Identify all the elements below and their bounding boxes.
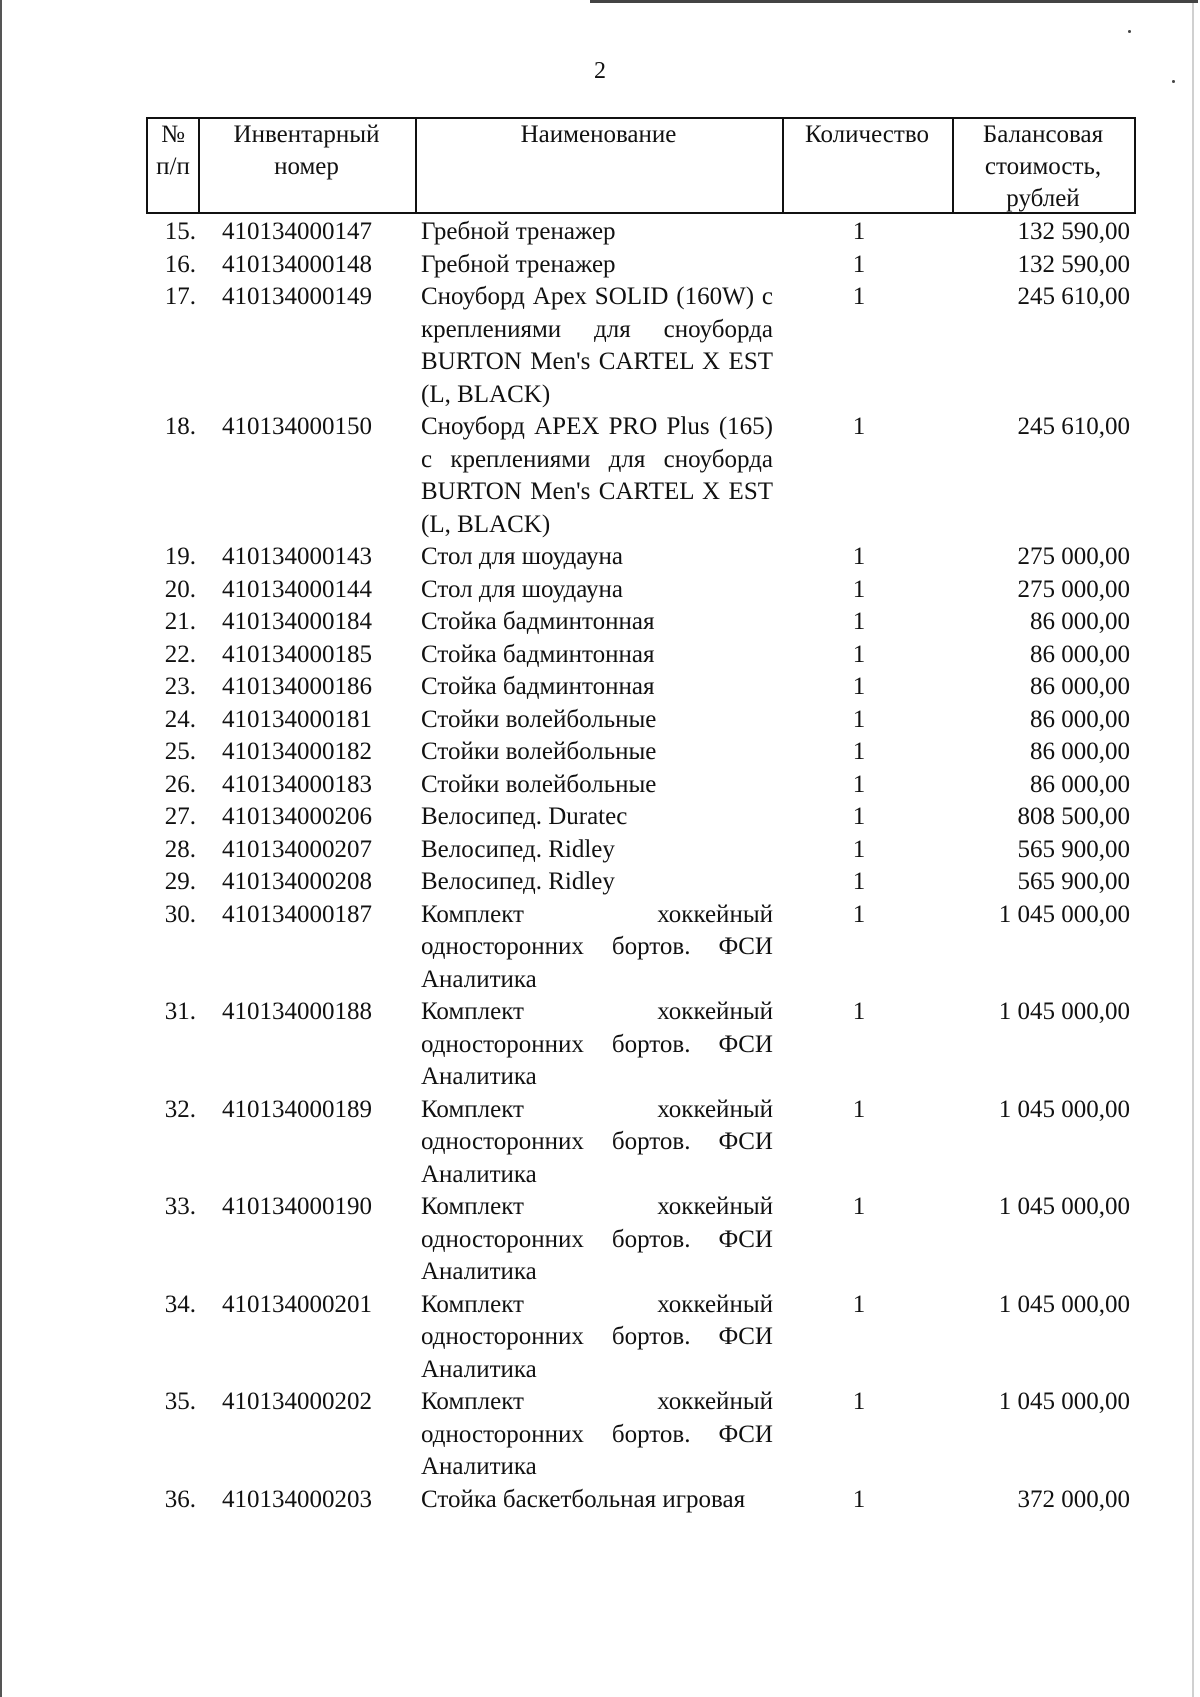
row-number: 22. [164, 640, 196, 668]
row-item-name: Стол для шоудауна [421, 575, 624, 603]
row-quantity: 1 [852, 738, 866, 765]
table-body [146, 216, 1136, 1516]
row-inventory-number: 410134000144 [222, 575, 372, 603]
row-item-name: Комплект хоккейный односторонних бортов. ФСИ Аналитика [421, 1193, 773, 1285]
row-cost: 86 000,00 [1030, 640, 1130, 668]
row-number: 30. [164, 900, 196, 928]
row-quantity: 1 [852, 1388, 866, 1415]
row-number: 28. [164, 835, 196, 863]
row-number: 35. [164, 1388, 196, 1415]
row-inventory-number: 410134000202 [222, 1388, 372, 1415]
row-quantity: 1 [852, 218, 866, 245]
row-quantity: 1 [852, 1290, 866, 1318]
row-quantity: 1 [852, 250, 866, 278]
row-item-name: Комплект хоккейный односторонних бортов. ФСИ Аналитика [421, 1095, 773, 1188]
header-inventory-line2: номер [274, 153, 339, 180]
header-name [415, 119, 782, 151]
header-num [148, 119, 198, 183]
row-item-name: Велосипед. Ridley [421, 835, 615, 863]
row-quantity: 1 [852, 835, 866, 863]
row-number: 20. [164, 575, 196, 603]
table-row [146, 834, 1136, 867]
row-item-name: Стойки волейбольные [421, 705, 657, 733]
row-number: 23. [164, 673, 196, 700]
row-inventory-number: 410134000186 [222, 673, 372, 700]
row-item-name: Комплект хоккейный односторонних бортов. ФСИ Аналитика [421, 1290, 773, 1383]
row-inventory-number: 410134000147 [222, 218, 372, 245]
row-quantity: 1 [852, 543, 866, 570]
row-quantity: 1 [852, 998, 866, 1025]
row-item-name: Гребной тренажер [421, 250, 616, 278]
row-number: 15. [164, 218, 196, 245]
header-qty [782, 119, 952, 151]
row-inventory-number: 410134000201 [222, 1290, 372, 1318]
row-cost: 86 000,00 [1030, 705, 1130, 733]
row-quantity: 1 [852, 803, 866, 830]
row-quantity: 1 [852, 1193, 866, 1220]
row-item-name: Стойка бадминтонная [421, 608, 655, 635]
row-item-name: Комплект хоккейный односторонних бортов. ФСИ Аналитика [421, 900, 773, 993]
row-item-name: Комплект хоккейный односторонних бортов. ФСИ Аналитика [421, 998, 773, 1090]
table-row [146, 899, 1136, 997]
row-inventory-number: 410134000188 [222, 998, 372, 1025]
row-item-name: Стойка бадминтонная [421, 673, 655, 700]
row-number: 31. [164, 998, 196, 1025]
row-inventory-number: 410134000187 [222, 900, 372, 928]
header-num-line1: № [161, 121, 185, 148]
table-row [146, 769, 1136, 802]
table-row [146, 1191, 1136, 1289]
row-quantity: 1 [852, 1095, 866, 1123]
row-cost: 808 500,00 [1017, 803, 1130, 830]
scan-right-edge [1192, 0, 1194, 1697]
row-cost: 132 590,00 [1017, 250, 1130, 278]
row-cost: 245 610,00 [1017, 283, 1130, 310]
table-row [146, 866, 1136, 899]
row-inventory-number: 410134000183 [222, 770, 372, 798]
table-row [146, 639, 1136, 672]
table-row [146, 996, 1136, 1094]
table-row [146, 249, 1136, 282]
row-item-name: Стол для шоудауна [421, 543, 624, 570]
table-row [146, 1289, 1136, 1387]
row-quantity: 1 [852, 770, 866, 798]
row-item-name: Стойка баскетбольная игровая [421, 1485, 746, 1513]
row-quantity: 1 [852, 283, 866, 310]
table-row [146, 1484, 1136, 1517]
row-cost: 86 000,00 [1030, 673, 1130, 700]
row-item-name: Сноуборд APEX PRO Plus (165) с креплениями для сноуборда BURTON Men's CARTEL X EST (L, BLACK) [421, 413, 773, 538]
row-number: 17. [164, 283, 196, 310]
row-quantity: 1 [852, 673, 866, 700]
table-row [146, 1094, 1136, 1192]
row-inventory-number: 410134000208 [222, 868, 372, 895]
row-number: 29. [164, 868, 196, 895]
row-inventory-number: 410134000143 [222, 543, 372, 570]
header-name-text: Наименование [520, 121, 677, 148]
row-quantity: 1 [852, 413, 866, 440]
row-cost: 1 045 000,00 [998, 1388, 1130, 1415]
scan-speck [1172, 80, 1175, 83]
row-cost: 86 000,00 [1030, 738, 1130, 765]
row-inventory-number: 410134000184 [222, 608, 372, 635]
row-cost: 372 000,00 [1017, 1485, 1130, 1513]
row-inventory-number: 410134000149 [222, 283, 372, 310]
row-inventory-number: 410134000206 [222, 803, 372, 830]
row-number: 32. [164, 1095, 196, 1123]
table-row [146, 281, 1136, 411]
row-inventory-number: 410134000181 [222, 705, 372, 733]
row-number: 33. [164, 1193, 196, 1220]
header-qty-text: Количество [805, 121, 929, 148]
row-number: 27. [164, 803, 196, 830]
header-inventory-line1: Инвентарный [233, 121, 380, 148]
row-cost: 132 590,00 [1017, 218, 1130, 245]
row-number: 16. [164, 250, 196, 278]
scan-speck [1128, 30, 1131, 33]
row-number: 19. [164, 543, 196, 570]
row-item-name: Велосипед. Duratec [421, 803, 628, 830]
row-number: 36. [164, 1485, 196, 1513]
row-number: 18. [164, 413, 196, 440]
row-cost: 86 000,00 [1030, 770, 1130, 798]
page-number: 2 [594, 58, 606, 84]
row-item-name: Гребной тренажер [421, 218, 616, 245]
row-cost: 1 045 000,00 [998, 998, 1130, 1025]
row-inventory-number: 410134000150 [222, 413, 372, 440]
row-inventory-number: 410134000203 [222, 1485, 372, 1513]
row-cost: 1 045 000,00 [998, 900, 1130, 928]
top-rule [590, 0, 1198, 3]
row-cost: 1 045 000,00 [998, 1095, 1130, 1123]
row-quantity: 1 [852, 608, 866, 635]
row-cost: 86 000,00 [1030, 608, 1130, 635]
table-row [146, 801, 1136, 834]
header-num-line2: п/п [156, 153, 190, 180]
row-cost: 1 045 000,00 [998, 1290, 1130, 1318]
row-number: 21. [164, 608, 196, 635]
row-cost: 565 900,00 [1017, 868, 1130, 895]
row-inventory-number: 410134000185 [222, 640, 372, 668]
row-quantity: 1 [852, 1485, 866, 1513]
table-row [146, 704, 1136, 737]
row-quantity: 1 [852, 705, 866, 733]
row-inventory-number: 410134000148 [222, 250, 372, 278]
row-cost: 565 900,00 [1017, 835, 1130, 863]
header-cost-line3: рублей [1006, 185, 1080, 212]
row-quantity: 1 [852, 900, 866, 928]
header-cost-line2: стоимость, [984, 153, 1102, 180]
table-row [146, 216, 1136, 249]
row-cost: 275 000,00 [1017, 543, 1130, 570]
row-number: 26. [164, 770, 196, 798]
header-inventory [198, 119, 415, 183]
table-row [146, 736, 1136, 769]
row-cost: 275 000,00 [1017, 575, 1130, 603]
row-cost: 245 610,00 [1017, 413, 1130, 440]
scan-left-edge [0, 0, 2, 1697]
header-cost [952, 119, 1134, 215]
row-inventory-number: 410134000207 [222, 835, 372, 863]
table-header [146, 117, 1136, 214]
table-row [146, 411, 1136, 541]
row-item-name: Велосипед. Ridley [421, 868, 615, 895]
row-item-name: Комплект хоккейный односторонних бортов. ФСИ Аналитика [421, 1388, 773, 1480]
row-quantity: 1 [852, 575, 866, 603]
row-number: 25. [164, 738, 196, 765]
table-row [146, 671, 1136, 704]
row-number: 34. [164, 1290, 196, 1318]
table-row [146, 541, 1136, 574]
table-row [146, 606, 1136, 639]
row-inventory-number: 410134000182 [222, 738, 372, 765]
row-item-name: Стойки волейбольные [421, 738, 657, 765]
row-inventory-number: 410134000189 [222, 1095, 372, 1123]
table-row [146, 1386, 1136, 1484]
row-cost: 1 045 000,00 [998, 1193, 1130, 1220]
row-item-name: Стойки волейбольные [421, 770, 657, 798]
row-item-name: Стойка бадминтонная [421, 640, 655, 668]
row-item-name: Сноуборд Apex SOLID (160W) с креплениями для сноуборда BURTON Men's CARTEL X EST (L, BLACK) [421, 283, 773, 408]
header-cost-line1: Балансовая [982, 121, 1104, 148]
row-quantity: 1 [852, 640, 866, 668]
row-inventory-number: 410134000190 [222, 1193, 372, 1220]
table-row [146, 574, 1136, 607]
row-number: 24. [164, 705, 196, 733]
row-quantity: 1 [852, 868, 866, 895]
